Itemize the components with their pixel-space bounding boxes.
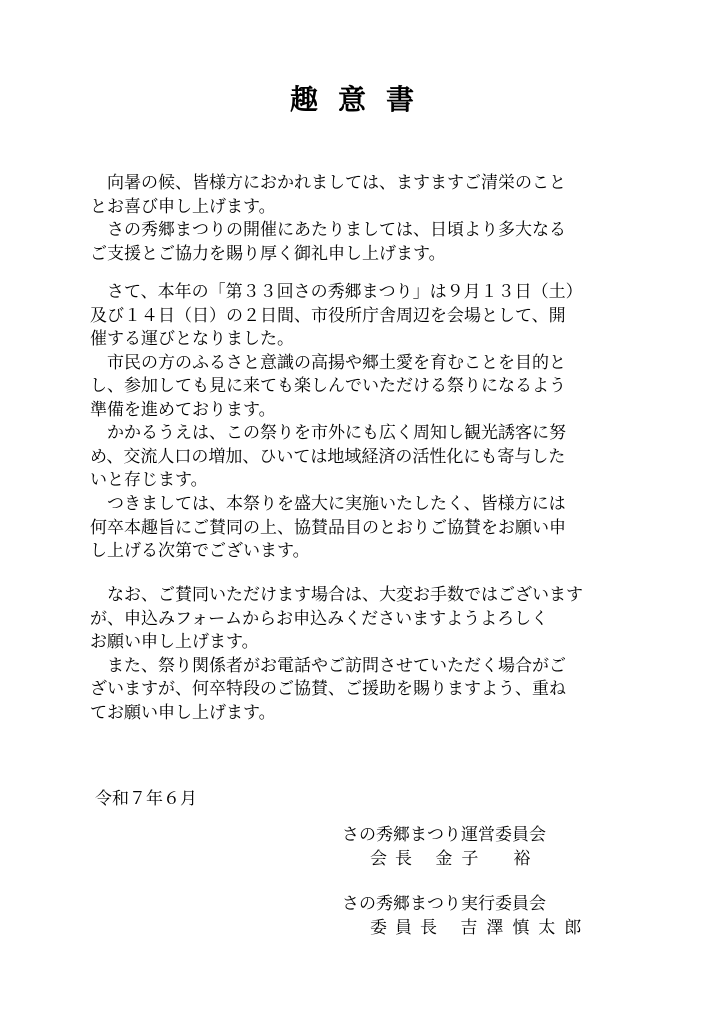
text-line: さて、本年の「第３３回さの秀郷まつり」は９月１３日（土） bbox=[90, 282, 583, 302]
text-line: ざいますが、何卒特段のご協賛、ご援助を賜りますよう、重ね bbox=[90, 679, 566, 699]
document-title: 趣意書 bbox=[289, 83, 434, 116]
paragraph-application bbox=[90, 584, 650, 725]
text-line: とお喜び申し上げます。 bbox=[90, 196, 276, 217]
text-line: 及び１４日（日）の２日間、市役所庁舎周辺を会場として、開 bbox=[90, 305, 566, 326]
signatory-role bbox=[342, 916, 590, 940]
text-line: なお、ご賛同いただけます場合は、大変お手数ではございます bbox=[90, 585, 583, 605]
text-line: め、交流人口の増加、ひいては地域経済の活性化にも寄与した bbox=[90, 446, 566, 467]
signatory-operations-committee bbox=[342, 823, 546, 871]
text-line: いと存じます。 bbox=[90, 470, 208, 490]
text-line: お願い申し上げます。 bbox=[90, 632, 259, 652]
text-line: ご支援とご協力を賜り厚く御礼申し上げます。 bbox=[90, 243, 446, 264]
text-line: かかるうえは、この祭りを市外にも広く周知し観光誘客に努 bbox=[90, 423, 566, 443]
text-line: 何卒本趣旨にご賛同の上、協賛品目のとおりご協賛をお願い申 bbox=[90, 517, 566, 538]
text-line: てお願い申し上げます。 bbox=[90, 702, 276, 723]
text-line: 市民の方のふるさと意識の高揚や郷土愛を育むことを目的と bbox=[90, 352, 566, 373]
text-line: 準備を進めております。 bbox=[90, 399, 276, 420]
text-line: が、申込みフォームからお申込みくださいますようよろしく bbox=[90, 608, 549, 629]
text-line: 向暑の候、皆様方におかれましては、ますますご清栄のこと bbox=[90, 173, 566, 193]
signatory-role bbox=[342, 847, 546, 871]
document-date: 令和７年６月 bbox=[95, 789, 197, 809]
text-line: さの秀郷まつりの開催にあたりましては、日頃より多大なる bbox=[90, 220, 566, 240]
signatory-title: 委員長 bbox=[370, 918, 445, 938]
text-line: また、祭り関係者がお電話やご訪問させていただく場合がご bbox=[90, 655, 566, 676]
signatory-executive-committee bbox=[342, 892, 590, 940]
text-line: し、参加しても見に来ても楽しんでいただける祭りになるよう bbox=[90, 376, 566, 396]
text-line: つきましては、本祭りを盛大に実施いたしたく、皆様方には bbox=[90, 494, 566, 514]
paragraph-request bbox=[90, 493, 650, 564]
paragraph-event-info bbox=[90, 281, 650, 493]
signatory-name: 吉澤慎太郎 bbox=[460, 918, 591, 938]
organization-name: さの秀郷まつり実行委員会 bbox=[342, 894, 546, 914]
signatory-title: 会長 bbox=[370, 849, 420, 869]
text-line: し上げる次第でございます。 bbox=[90, 541, 310, 561]
organization-name: さの秀郷まつり運営委員会 bbox=[342, 825, 546, 845]
signatory-name: 金子 裕 bbox=[435, 849, 540, 869]
text-line: 催する運びとなりました。 bbox=[90, 329, 294, 349]
paragraph-greeting bbox=[90, 172, 650, 266]
